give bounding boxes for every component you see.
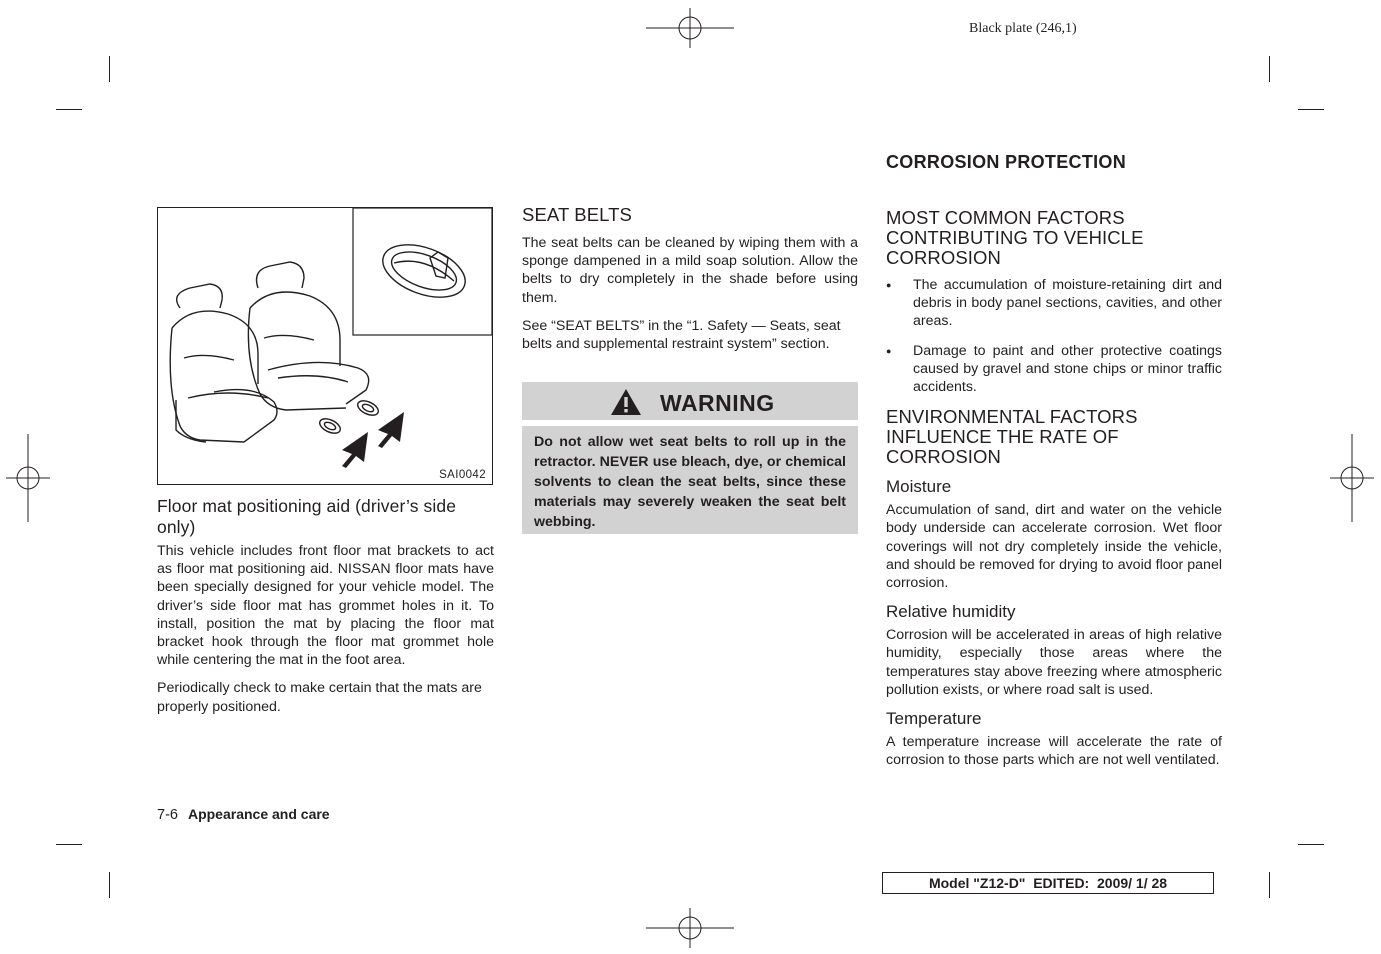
crop-mark — [109, 872, 110, 898]
humidity-paragraph: Corrosion will be accelerated in areas of high relative humidity, especially those areas where the temperatures stay above freezing where atmospheric pollution exists, or where road salt is used. — [886, 627, 1222, 698]
crop-mark — [1298, 109, 1324, 110]
common-factors-heading: MOST COMMON FACTORS CONTRIBUTING TO VEHICLE CORROSION — [886, 207, 1144, 268]
page-number: 7-6 — [157, 807, 178, 823]
temperature-paragraph: A temperature increase will accelerate the rate of corrosion to those parts which are not well ventilated. — [886, 734, 1222, 769]
seat-illustration — [158, 208, 492, 484]
corrosion-title: CORROSION PROTECTION — [886, 152, 1127, 172]
figure-code: SAI0042 — [439, 469, 486, 481]
section-name: Appearance and care — [187, 806, 330, 822]
crop-mark — [109, 56, 110, 82]
right-column — [886, 208, 1222, 779]
temperature-heading: Temperature — [886, 709, 982, 729]
warning-triangle-icon — [610, 388, 642, 416]
warning-header — [522, 382, 858, 420]
list-item: ● Damage to paint and other protective coatings caused by gravel and stone chips or minor traffic accidents. — [886, 342, 1222, 397]
crop-mark — [56, 844, 82, 845]
registration-mark-icon — [6, 434, 50, 522]
warning-title: WARNING — [660, 390, 775, 416]
environmental-factors-heading: ENVIRONMENTAL FACTORS INFLUENCE THE RATE OF CORROSION — [886, 406, 1138, 468]
moisture-heading: Moisture — [886, 477, 952, 497]
seat-belts-paragraph: The seat belts can be cleaned by wiping them with a sponge dampened in a mild soap solution. Allow the belts to dry completely in the shade before using them. — [522, 235, 858, 306]
floor-mat-figure — [157, 207, 493, 485]
list-item: ● The accumulation of moisture-retaining dirt and debris in body panel sections, cavities, and other areas. — [886, 276, 1222, 331]
floor-mat-paragraph: This vehicle includes front floor mat brackets to act as floor mat positioning aid. NISSAN floor mats have been specially designed for your vehicle model. The driver’s side floor mat has grommet holes in it. To install, position the mat by placing the floor mat bracket hook through the floor mat grommet hole while centering the mat in the foot area. — [157, 543, 494, 669]
crop-mark — [1269, 872, 1270, 898]
left-column — [157, 496, 494, 726]
crop-mark — [56, 109, 82, 110]
seat-belts-see-paragraph: See “SEAT BELTS” in the “1. Safety — Seats, seat belts and supplemental restraint system” section. — [522, 317, 841, 353]
factors-list — [886, 276, 1222, 396]
floor-mat-heading: Floor mat positioning aid (driver’s side only) — [157, 496, 457, 537]
humidity-heading: Relative humidity — [886, 602, 1016, 622]
floor-mat-check-paragraph: Periodically check to make certain that the mats are properly positioned. — [157, 680, 482, 715]
middle-column — [522, 205, 858, 363]
warning-text: Do not allow wet seat belts to roll up in the retractor. NEVER use bleach, dye, or chemical solvents to clean the seat belts, since these materials may severely weaken the seat belt webbing. — [522, 426, 858, 534]
moisture-paragraph: Accumulation of sand, dirt and water on the vehicle body underside can accelerate corrosion. Wet floor coverings will not dry completely inside the vehicle, and should be removed for drying to avoid floor panel corrosion. — [886, 502, 1222, 592]
registration-mark-icon — [1330, 434, 1374, 522]
crop-mark — [1298, 844, 1324, 845]
model-edited-box: Model "Z12-D" EDITED: 2009/ 1/ 28 — [882, 872, 1214, 894]
plate-label: Black plate (246,1) — [969, 21, 1077, 36]
page-footer — [157, 806, 330, 823]
registration-mark-icon — [646, 8, 734, 48]
crop-mark — [1269, 56, 1270, 82]
registration-mark-icon — [646, 908, 734, 948]
seat-belts-heading: SEAT BELTS — [522, 204, 632, 225]
